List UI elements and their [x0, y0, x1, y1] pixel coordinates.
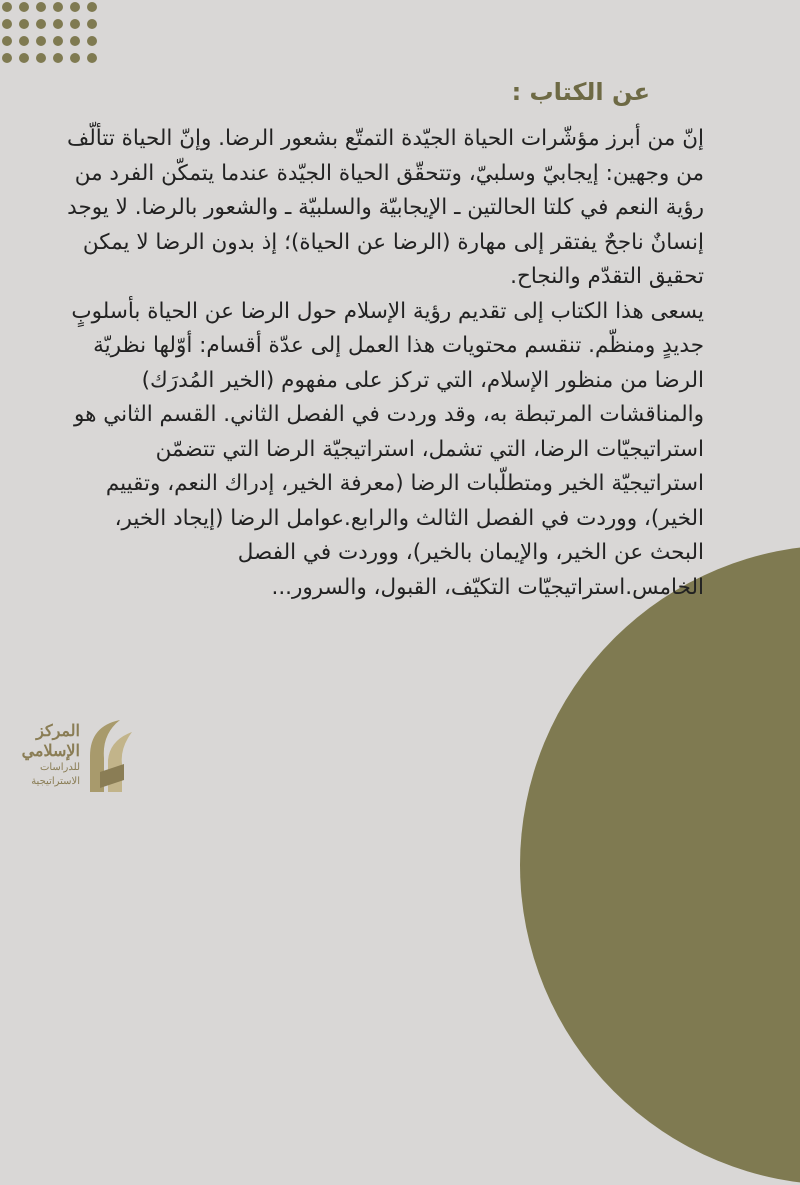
publisher-logo [0, 710, 142, 800]
dot [87, 19, 97, 29]
dot [70, 36, 80, 46]
dot [53, 19, 63, 29]
dot [36, 36, 46, 46]
dot [2, 53, 12, 63]
dot [2, 19, 12, 29]
decorative-corner-arc [520, 545, 800, 1185]
decorative-dot-grid [2, 2, 97, 63]
logo-text [2, 721, 80, 789]
dot [53, 2, 63, 12]
dot [2, 36, 12, 46]
logo-line1: المركز الإسلامي [21, 721, 80, 760]
dot [87, 2, 97, 12]
paragraph: إنّ من أبرز مؤشّرات الحياة الجيّدة التمتّع بشعور الرضا. وإنّ الحياة تتألّف من وجهين: إيجابيّ وسلبيّ، وتتحقّق الحياة الجيّدة عندما يتمكّن الفرد من رؤية النعم في كلتا الحالتين ـ الإيجابيّة والسلبيّة ـ والشعور بالرضا. لا يوجد إنسانٌ ناجحٌ يفتقر إلى مهارة (الرضا عن الحياة)؛ إذ بدون الرضا لا يمكن تحقيق التقدّم والنجاح. [67, 126, 704, 289]
dot [53, 53, 63, 63]
dot [19, 19, 29, 29]
paragraph: يسعى هذا الكتاب إلى تقديم رؤية الإسلام حول الرضا عن الحياة بأسلوبٍ جديدٍ ومنظّم. تنقسم محتويات هذا العمل إلى عدّة أقسام: أوّلها نظريّة الرضا من منظور الإسلام، التي تركز على مفهوم (الخير المُدرَك) والمناقشات المرتبطة به، وقد وردت في الفصل الثاني. القسم الثاني هو استراتيجيّات الرضا، التي تشمل، استراتيجيّة الرضا التي تتضمّن استراتيجيّة الخير ومتطلّبات الرضا (معرفة الخير، إدراك النعم، وتقييم الخير)، ووردت في الفصل الثالث والرابع.عوامل الرضا (إيجاد الخير، البحث عن الخير، والإيمان بالخير)، ووردت في الفصل الخامس.استراتيجيّات التكيّف، القبول، والسرور... [71, 298, 704, 600]
dot [36, 53, 46, 63]
dot [19, 36, 29, 46]
dot [70, 53, 80, 63]
dot [19, 2, 29, 12]
dot [70, 19, 80, 29]
dot [36, 19, 46, 29]
dot [19, 53, 29, 63]
dot [87, 53, 97, 63]
dot [2, 2, 12, 12]
dot [53, 36, 63, 46]
logo-dome-icon [80, 718, 142, 792]
dot [87, 36, 97, 46]
section-heading: عن الكتاب : [511, 78, 650, 106]
dot [70, 2, 80, 12]
dot [36, 2, 46, 12]
logo-line2: للدراسات الاستراتيجية [31, 762, 80, 787]
book-description [58, 122, 704, 605]
